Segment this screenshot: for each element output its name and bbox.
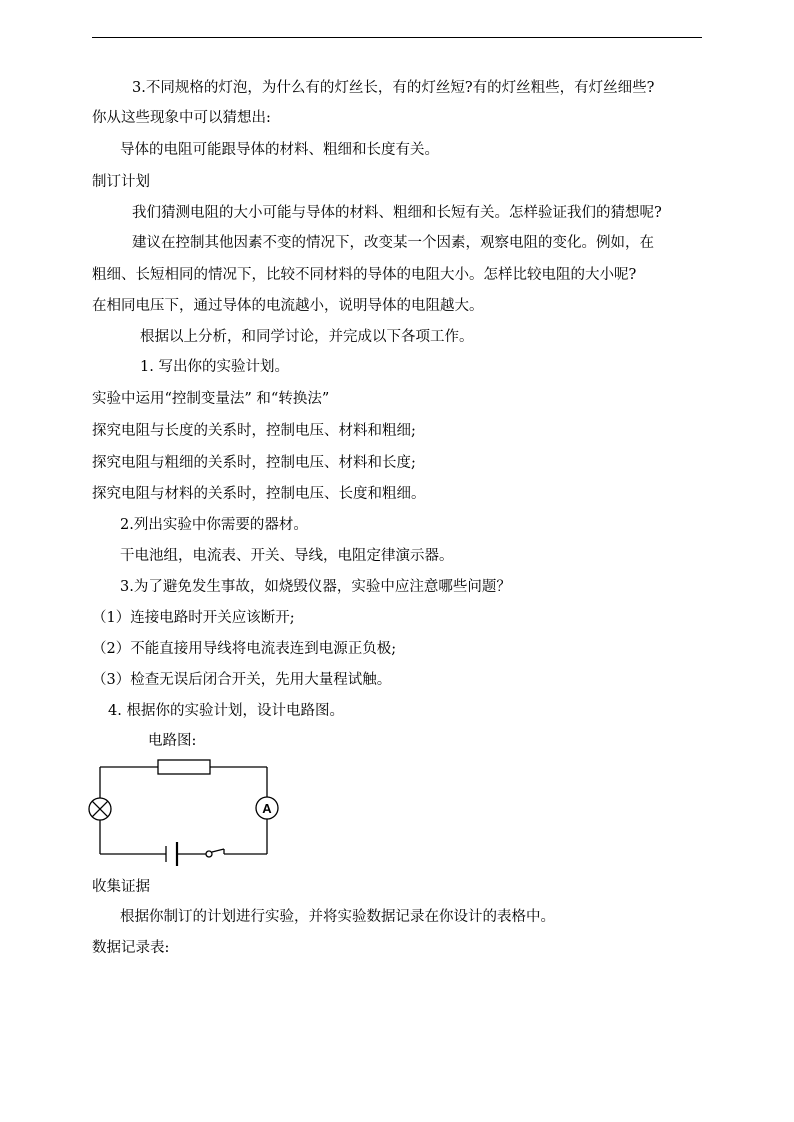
plan-paragraph-1: 我们猜测电阻的大小可能与导体的材料、粗细和长短有关。怎样验证我们的猜想呢?	[132, 205, 662, 221]
plan-paragraph-3: 根据以上分析，和同学讨论，并完成以下各项工作。	[140, 329, 474, 345]
evidence-paragraph: 根据你制订的计划进行实验，并将实验数据记录在你设计的表格中。	[120, 909, 555, 925]
data-table-label: 数据记录表:	[92, 940, 170, 956]
explore-thickness: 探究电阻与粗细的关系时，控制电压、材料和长度;	[92, 455, 416, 471]
safety-note-3: （3）检查无误后闭合开关，先用大量程试触。	[92, 672, 392, 688]
method-text: 实验中运用“控制变量法” 和“转换法”	[92, 391, 330, 407]
question-3-line-2: 你从这些现象中可以猜想出:	[92, 110, 271, 126]
safety-note-2: （2）不能直接用导线将电流表连到电源正负极;	[92, 641, 397, 657]
task-2: 2.列出实验中你需要的器材。	[120, 517, 308, 533]
plan-paragraph-2-line-2: 粗细、长短相同的情况下，比较不同材料的导体的电阻大小。怎样比较电阻的大小呢?	[92, 267, 637, 283]
header-rule	[92, 37, 702, 38]
switch-pivot	[206, 851, 212, 857]
plan-paragraph-2-line-3: 在相同电压下，通过导体的电流越小，说明导体的电阻越大。	[92, 298, 484, 314]
plan-paragraph-2-line-1: 建议在控制其他因素不变的情况下，改变某一个因素，观察电阻的变化。例如，在	[132, 235, 654, 251]
explore-material: 探究电阻与材料的关系时，控制电压、长度和粗细。	[92, 486, 426, 502]
question-3-line-1: 3.不同规格的灯泡，为什么有的灯丝长，有的灯丝短?有的灯丝粗些，有灯丝细些?	[132, 80, 655, 96]
plan-heading: 制订计划	[92, 174, 150, 190]
evidence-heading: 收集证据	[92, 879, 150, 895]
ammeter-letter: A	[262, 801, 272, 816]
safety-note-1: （1）连接电路时开关应该断开;	[92, 610, 295, 626]
task-3: 3.为了避免发生事故，如烧毁仪器，实验中应注意哪些问题？	[120, 579, 511, 595]
circuit-diagram	[88, 756, 288, 866]
resistor-symbol	[158, 760, 210, 774]
equipment-text: 干电池组，电流表、开关、导线，电阻定律演示器。	[120, 548, 454, 564]
explore-length: 探究电阻与长度的关系时，控制电压、材料和粗细;	[92, 423, 416, 439]
hypothesis-text: 导体的电阻可能跟导体的材料、粗细和长度有关。	[120, 142, 439, 158]
circuit-label: 电路图:	[148, 733, 197, 749]
switch-blade	[212, 849, 224, 852]
task-4: 4. 根据你的实验计划，设计电路图。	[108, 703, 344, 719]
task-1: 1. 写出你的实验计划。	[140, 359, 289, 375]
